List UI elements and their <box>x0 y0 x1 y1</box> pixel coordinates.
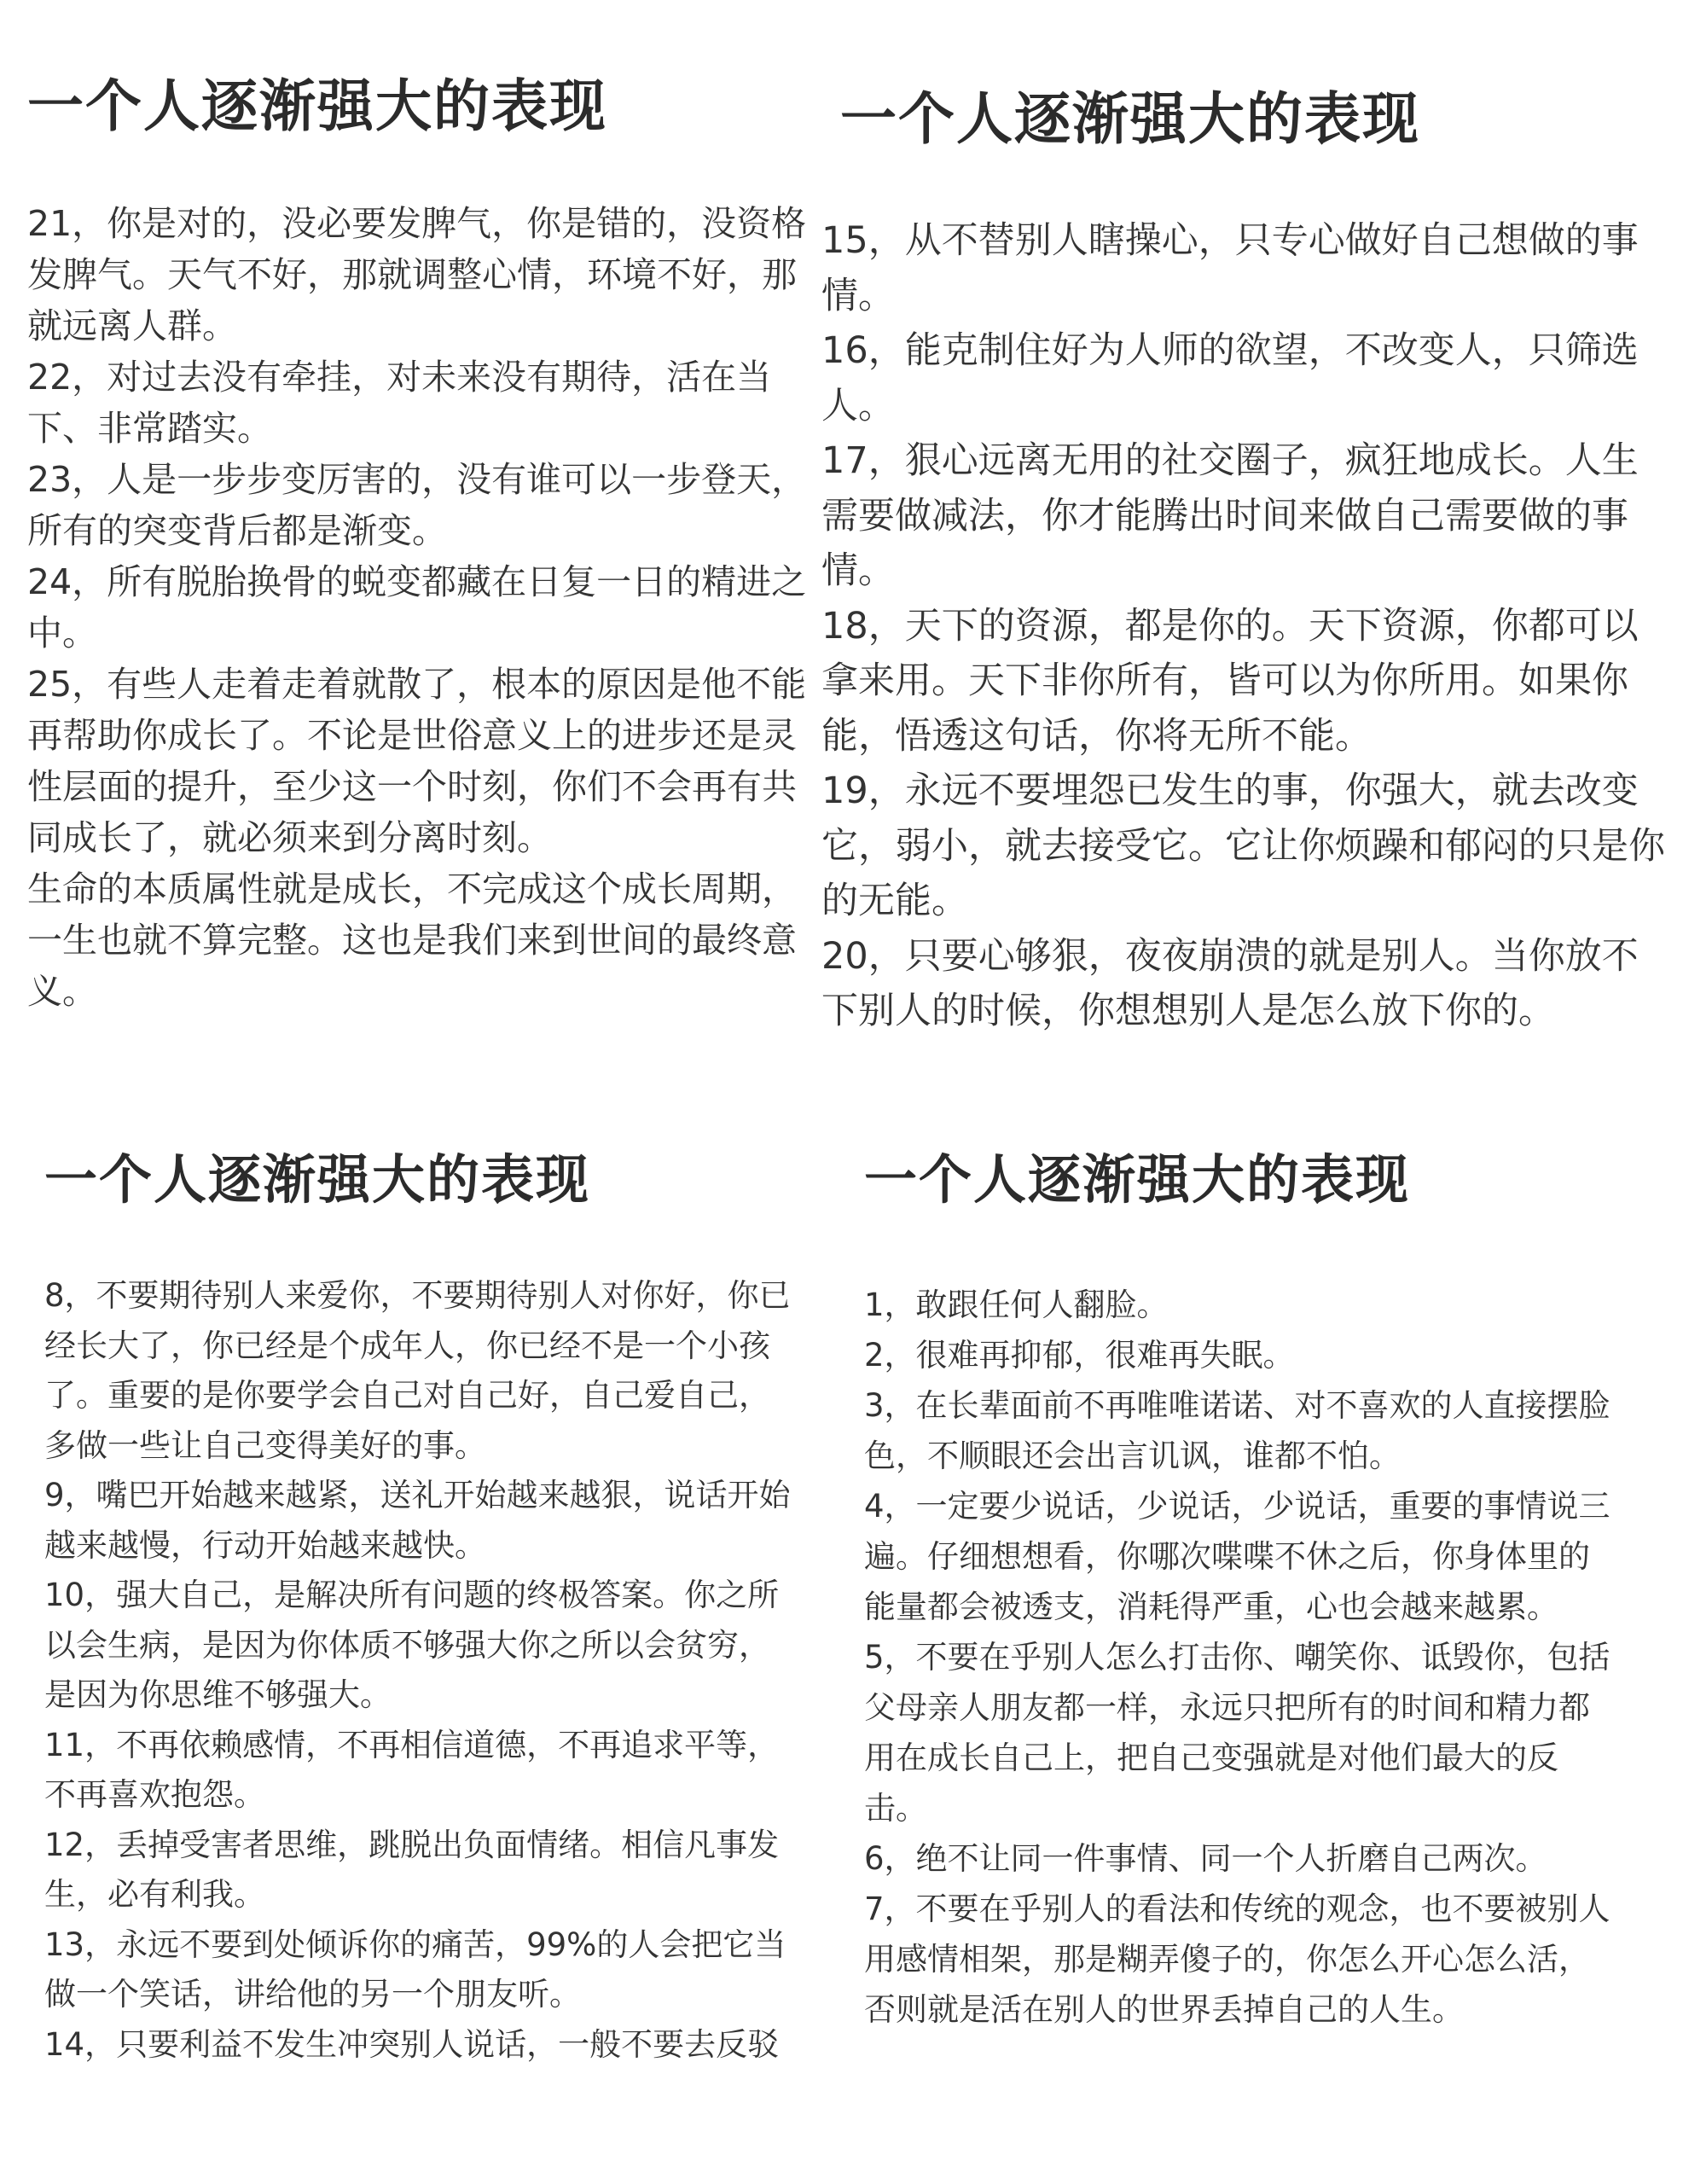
panel-title: 一个人逐渐强大的表现 <box>840 86 1420 152</box>
panel-body <box>44 1271 795 2070</box>
paragraph: 7，不要在乎别人的看法和传统的观念，也不要被别人用感情相架，那是糊弄傻子的，你怎么开心怎么活，否则就是活在别人的世界丢掉自己的人生。 <box>864 1891 1610 2028</box>
paragraph: 16，能克制住好为人师的欲望，不改变人，只筛选人。 <box>821 329 1639 427</box>
panel-bottom-left <box>0 1109 819 2184</box>
panel-body <box>821 213 1674 1039</box>
paragraph: 22，对过去没有牵挂，对未来没有期待，活在当下、非常踏实。 <box>27 357 772 449</box>
paragraph: 8，不要期待别人来爱你，不要期待别人对你好，你已经长大了，你已经是个成年人，你已经不是一个小孩了。重要的是你要学会自己对自己好，自己爱自己，多做一些让自己变得美好的事。 <box>44 1277 791 1464</box>
paragraph: 17，狠心远离无用的社交圈子，疯狂地成长。人生需要做减法，你才能腾出时间来做自己需要做的事情。 <box>821 439 1639 592</box>
paragraph: 23，人是一步步变厉害的，没有谁可以一步登天，所有的突变背后都是渐变。 <box>27 459 807 551</box>
paragraph: 4，一定要少说话，少说话，少说话，重要的事情说三遍。仔细想想看，你哪次喋喋不休之后，你身体里的能量都会被透支，消耗得严重，心也会越来越累。 <box>864 1488 1610 1625</box>
panel-body <box>27 198 808 1017</box>
paragraph: 13，永远不要到处倾诉你的痛苦，99%的人会把它当做一个笑话，讲给他的另一个朋友听。 <box>44 1926 786 2013</box>
paragraph: 18，天下的资源，都是你的。天下资源，你都可以拿来用。天下非你所有，皆可以为你所用。如果你能，悟透这句话，你将无所不能。 <box>821 604 1639 758</box>
paragraph: 12，丢掉受害者思维，跳脱出负面情绪。相信凡事发生，必有利我。 <box>44 1826 780 1913</box>
paragraph: 14，只要利益不发生冲突别人说话，一般不要去反驳 <box>44 2025 780 2063</box>
paragraph: 19，永远不要埋怨已发生的事，你强大，就去改变它，弱小，就去接受它。它让你烦躁和郁闷的只是你的无能。 <box>821 770 1665 922</box>
panel-title: 一个人逐渐强大的表现 <box>27 73 607 139</box>
paragraph: 6，绝不让同一件事情、同一个人折磨自己两次。 <box>864 1840 1547 1877</box>
paragraph: 2，很难再抑郁，很难再失眠。 <box>864 1337 1295 1374</box>
panel-body <box>864 1280 1615 2035</box>
paragraph: 5，不要在乎别人怎么打击你、嘲笑你、诋毁你，包括父母亲人朋友都一样，永远只把所有的时间和精力都用在成长自己上，把自己变强就是对他们最大的反击。 <box>864 1639 1610 1827</box>
panel-bottom-right <box>840 1109 1683 2184</box>
panel-title: 一个人逐渐强大的表现 <box>44 1148 591 1211</box>
panel-top-right <box>821 0 1683 1075</box>
panel-top-left <box>0 0 819 1075</box>
paragraph: 20，只要心够狠，夜夜崩溃的就是别人。当你放不下别人的时候，你想想别人是怎么放下你的。 <box>821 934 1639 1032</box>
paragraph: 21，你是对的，没必要发脾气，你是错的，没资格发脾气。天气不好，那就调整心情，环境不好，那就远离人群。 <box>27 203 807 346</box>
panel-title: 一个人逐渐强大的表现 <box>864 1148 1411 1211</box>
paragraph: 25，有些人走着走着就散了，根本的原因是他不能再帮助你成长了。不论是世俗意义上的进步还是灵性层面的提升，至少这一个时刻，你们不会再有共同成长了，就必须来到分离时刻。 <box>27 664 807 858</box>
paragraph: 生命的本质属性就是成长，不完成这个成长周期，一生也就不算完整。这也是我们来到世间的最终意义。 <box>27 868 797 1012</box>
paragraph: 15，从不替别人瞎操心，只专心做好自己想做的事情。 <box>821 219 1639 317</box>
paragraph: 9，嘴巴开始越来越紧，送礼开始越来越狠，说话开始越来越慢，行动开始越来越快。 <box>44 1477 791 1564</box>
paragraph: 11，不再依赖感情，不再相信道德，不再追求平等，不再喜欢抱怨。 <box>44 1726 780 1813</box>
paragraph: 1，敢跟任何人翻脸。 <box>864 1287 1169 1323</box>
paragraph: 24，所有脱胎换骨的蜕变都藏在日复一日的精进之中。 <box>27 561 807 653</box>
paragraph: 10，强大自己，是解决所有问题的终极答案。你之所以会生病，是因为你体质不够强大你之所以会贫穷，是因为你思维不够强大。 <box>44 1577 780 1713</box>
paragraph: 3，在长辈面前不再唯唯诺诺、对不喜欢的人直接摆脸色，不顺眼还会出言讥讽，谁都不怕。 <box>864 1387 1610 1474</box>
